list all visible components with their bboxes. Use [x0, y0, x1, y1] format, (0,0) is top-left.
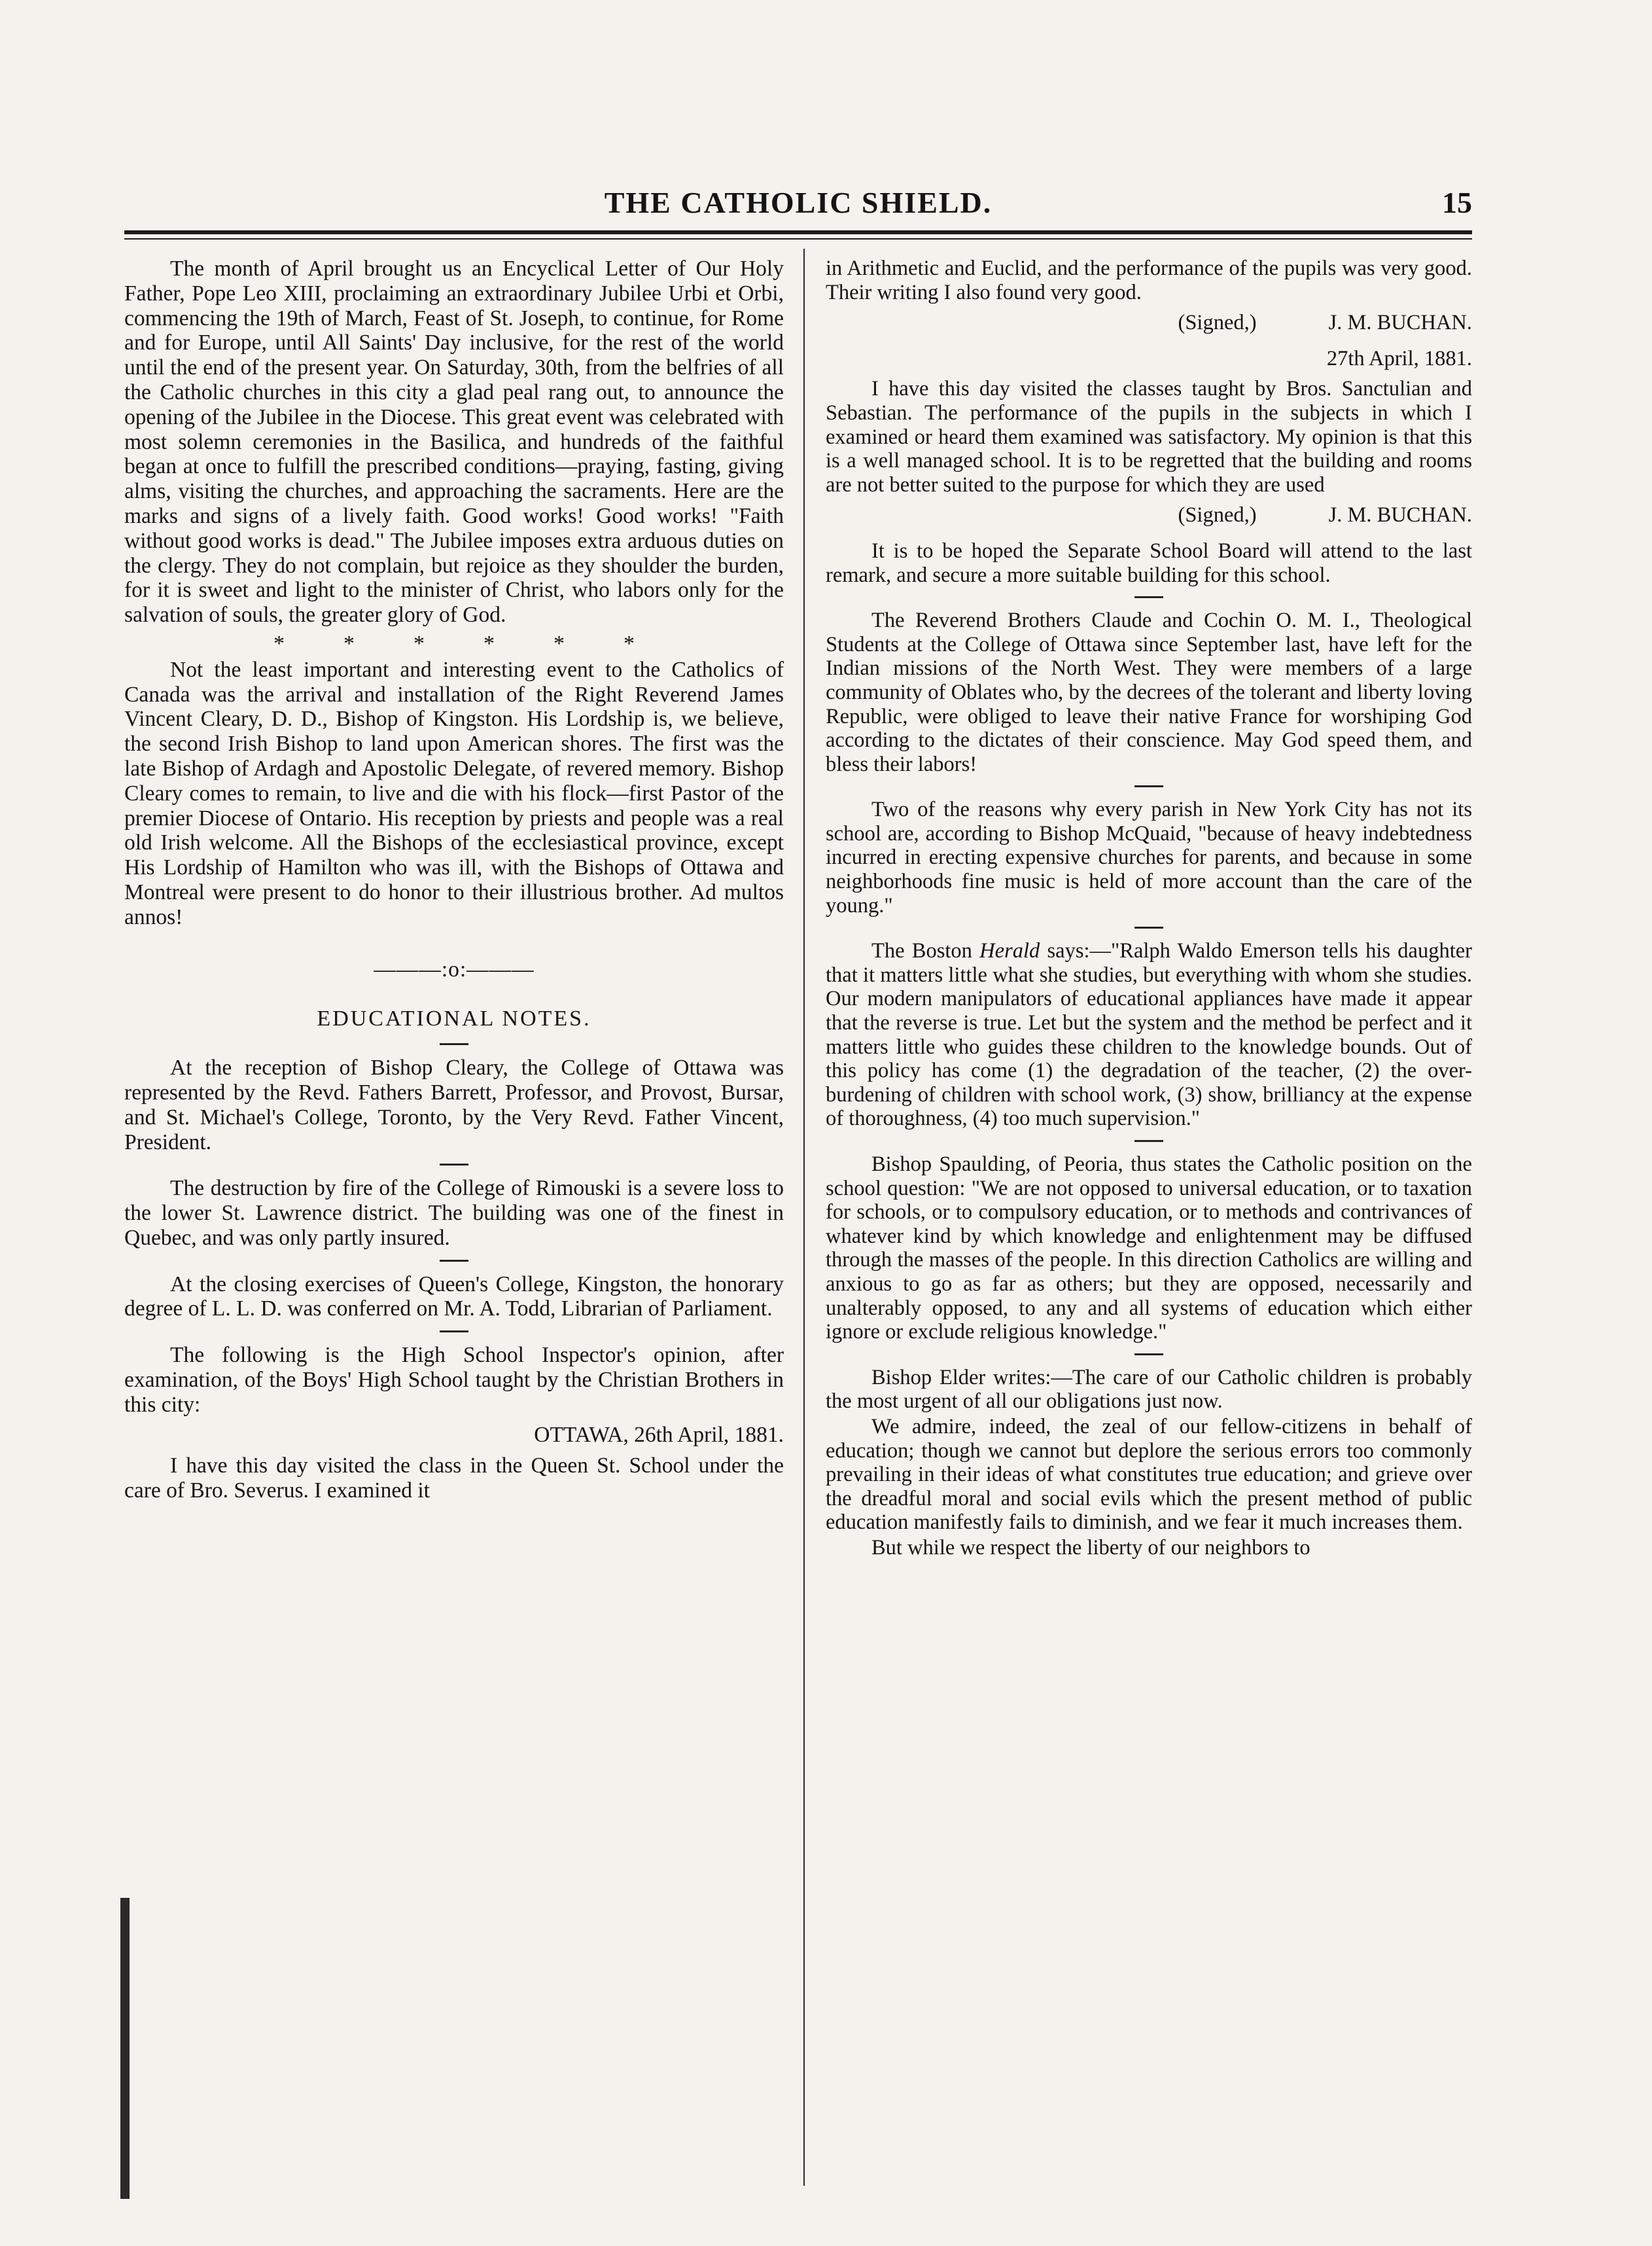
note-dash — [1134, 785, 1163, 787]
note-dash — [440, 1043, 468, 1045]
note-dash — [440, 1330, 468, 1332]
star-mark: * — [554, 631, 565, 656]
paragraph-brothers-claude-cochin: The Reverend Brothers Claude and Cochin O. M. I., Theological Students at the College of Ottawa since September last, have left for the Indian missions of the North West. They were members of a large community of Oblates who, by the decrees of the tolerant and liberty loving Republic, were obliged to leave their native France for worshiping God according to the dictates of their conscience. May God speed them, and bless their labors! — [826, 609, 1472, 776]
note-dash — [440, 1260, 468, 1262]
signature-name: J. M. BUCHAN. — [1328, 311, 1472, 335]
signature-label: (Signed,) — [1178, 311, 1257, 335]
herald-quote: says:—"Ralph Waldo Emerson tells his daughter that it matters little what she studies, but everything with whom she studies. Our modern manipulators of educational appliances have made it appear that the reverse is true. Let but the system and the method be perfect and it matters little who guides these children to the knowledge bounds. Out of this policy has come (1) the degradation of the teacher, (2) the over-burdening of children with school work, (3) show, brilliancy at the expense of thoroughness, (4) too much supervision." — [826, 939, 1472, 1131]
note-dash — [440, 1164, 468, 1166]
date-ottawa: OTTAWA, 26th April, 1881. — [534, 1422, 784, 1447]
note-inspection-report: I have this day visited the class in the Queen St. School under the care of Bro. Severus. I examined it — [124, 1453, 784, 1503]
note-reception: At the reception of Bishop Cleary, the College of Ottawa was represented by the Revd. Fathers Barrett, Professor, and Provost, Bursar, and St. Michael's College, Toronto, by the Very Revd. Father Vincent, President. — [124, 1056, 784, 1154]
star-mark: * — [343, 631, 355, 656]
herald-lead: The Boston — [871, 939, 980, 963]
signature-line — [826, 503, 1472, 527]
left-column — [124, 257, 784, 1503]
section-heading-educational-notes: EDUCATIONAL NOTES. — [317, 1007, 591, 1031]
herald-name: Herald — [979, 939, 1040, 963]
paragraph-liberty-neighbors: But while we respect the liberty of our neighbors to — [871, 1535, 1310, 1560]
star-mark: * — [273, 631, 285, 656]
note-dash — [1134, 1140, 1163, 1142]
right-column — [826, 257, 1472, 1560]
star-mark: * — [413, 631, 425, 656]
star-mark: * — [483, 631, 495, 656]
paragraph-zeal-education: We admire, indeed, the zeal of our fellow-citizens in behalf of education; though we cannot but deplore the serious errors too commonly prevailing in their ideas of what constitutes true education; and grieve over the dreadful moral and social evils which the present method of public education manifestly fails to diminish, and we fear it much increases them. — [826, 1414, 1472, 1535]
paragraph-second-report: I have this day visited the classes taught by Bros. Sanctulian and Sebastian. The performance of the pupils in the subjects in which I examined or heard them examined was satisfactory. My opinion is that this is a well managed school. It is to be regretted that the building and rooms are not better suited to the purpose for which they are used — [826, 377, 1472, 497]
signature-label: (Signed,) — [1178, 503, 1257, 527]
paragraph-boston-herald — [826, 939, 1472, 1131]
paragraph-bishop-elder: Bishop Elder writes:—The care of our Catholic children is probably the most urgent of all our obligations just now. — [826, 1365, 1472, 1414]
note-dash — [1134, 1353, 1163, 1355]
paragraph-new-york-schools: Two of the reasons why every parish in New York City has not its school are, according to Bishop McQuaid, "because of heavy indebtedness incurred in erecting expensive churches for parents, and because in some neighborhoods fine music is held of more account than the care of the young." — [826, 798, 1472, 918]
paragraph-jubilee: The month of April brought us an Encyclical Letter of Our Holy Father, Pope Leo XIII, proclaiming an extraordinary Jubilee Urbi et Orbi, commencing the 19th of March, Feast of St. Joseph, to continue, for Rome and for Europe, until All Saints' Day inclusive, for the rest of the world until the end of the present year. On Saturday, 30th, from the belfries of all the Catholic churches in this city a glad peal rang out, to announce the opening of the Jubilee in the Diocese. This great event was celebrated with most solemn ceremonies in the Basilica, and hundreds of the faithful began at once to fulfill the prescribed conditions—praying, fasting, giving alms, visiting the churches, and approaching the sacraments. Here are the marks and signs of a lively faith. Good works! Good works! "Faith without good works is dead." The Jubilee imposes extra arduous duties on the clergy. They do not complain, but rejoice as they shoulder the burden, for it is sweet and light to the minister of Christ, who labors only for the salvation of souls, the greater glory of God. — [124, 257, 784, 628]
paragraph-school-board: It is to be hoped the Separate School Board will attend to the last remark, and secure a more suitable building for this school. — [826, 539, 1472, 587]
star-mark: * — [624, 631, 635, 656]
running-title: THE CATHOLIC SHIELD. — [604, 186, 993, 219]
signature-name: J. M. BUCHAN. — [1328, 503, 1472, 527]
section-separator: ———:o:——— — [374, 957, 535, 982]
note-dash — [1134, 927, 1163, 929]
note-inspector-opinion: The following is the High School Inspector's opinion, after examination, of the Boys' High School taught by the Christian Brothers in this city: — [124, 1343, 784, 1417]
running-head — [124, 185, 1472, 238]
date-second-report: 27th April, 1881. — [1326, 346, 1472, 370]
page-number: 15 — [1442, 186, 1472, 219]
header-rule-thick — [124, 230, 1472, 234]
paragraph-inspection-continued: in Arithmetic and Euclid, and the performance of the pupils was very good. Their writing I also found very good. — [826, 257, 1472, 304]
column-divider — [803, 249, 805, 2186]
paragraph-bishop-spaulding: Bishop Spaulding, of Peoria, thus states the Catholic position on the school question: "We are not opposed to universal education, or to taxation for schools, or to compulsory education, or to methods and contrivances of whatever kind by which knowledge and enlightenment may be diffused through the masses of the people. In this direction Catholics are willing and anxious to go as far as others; but they are opposed, necessarily and unalterably opposed, to any and all systems of education which either ignore or exclude religious knowledge." — [826, 1152, 1472, 1344]
signature-line — [826, 311, 1472, 335]
note-dash — [1134, 596, 1163, 598]
note-queens-college: At the closing exercises of Queen's College, Kingston, the honorary degree of L. L. D. was conferred on Mr. A. Todd, Librarian of Parliament. — [124, 1272, 784, 1321]
header-rule-thin — [124, 238, 1472, 240]
binding-edge-mark — [120, 1898, 130, 2199]
note-rimouski-fire: The destruction by fire of the College of Rimouski is a severe loss to the lower St. Lawrence district. The building was one of the finest in Quebec, and was only partly insured. — [124, 1176, 784, 1250]
paragraph-bishop-cleary: Not the least important and interesting event to the Catholics of Canada was the arrival and installation of the Right Reverend James Vincent Cleary, D. D., Bishop of Kingston. His Lordship is, we believe, the second Irish Bishop to land upon American shores. The first was the late Bishop of Ardagh and Apostolic Delegate, of revered memory. Bishop Cleary comes to remain, to live and die with his flock—first Pastor of the premier Diocese of Ontario. His reception by priests and people was a real old Irish welcome. All the Bishops of the ecclesiastical province, except His Lordship of Hamilton who was ill, with the Bishops of Ottawa and Montreal were present to do honor to their illustrious brother. Ad multos annos! — [124, 657, 784, 929]
star-separator — [124, 632, 784, 656]
